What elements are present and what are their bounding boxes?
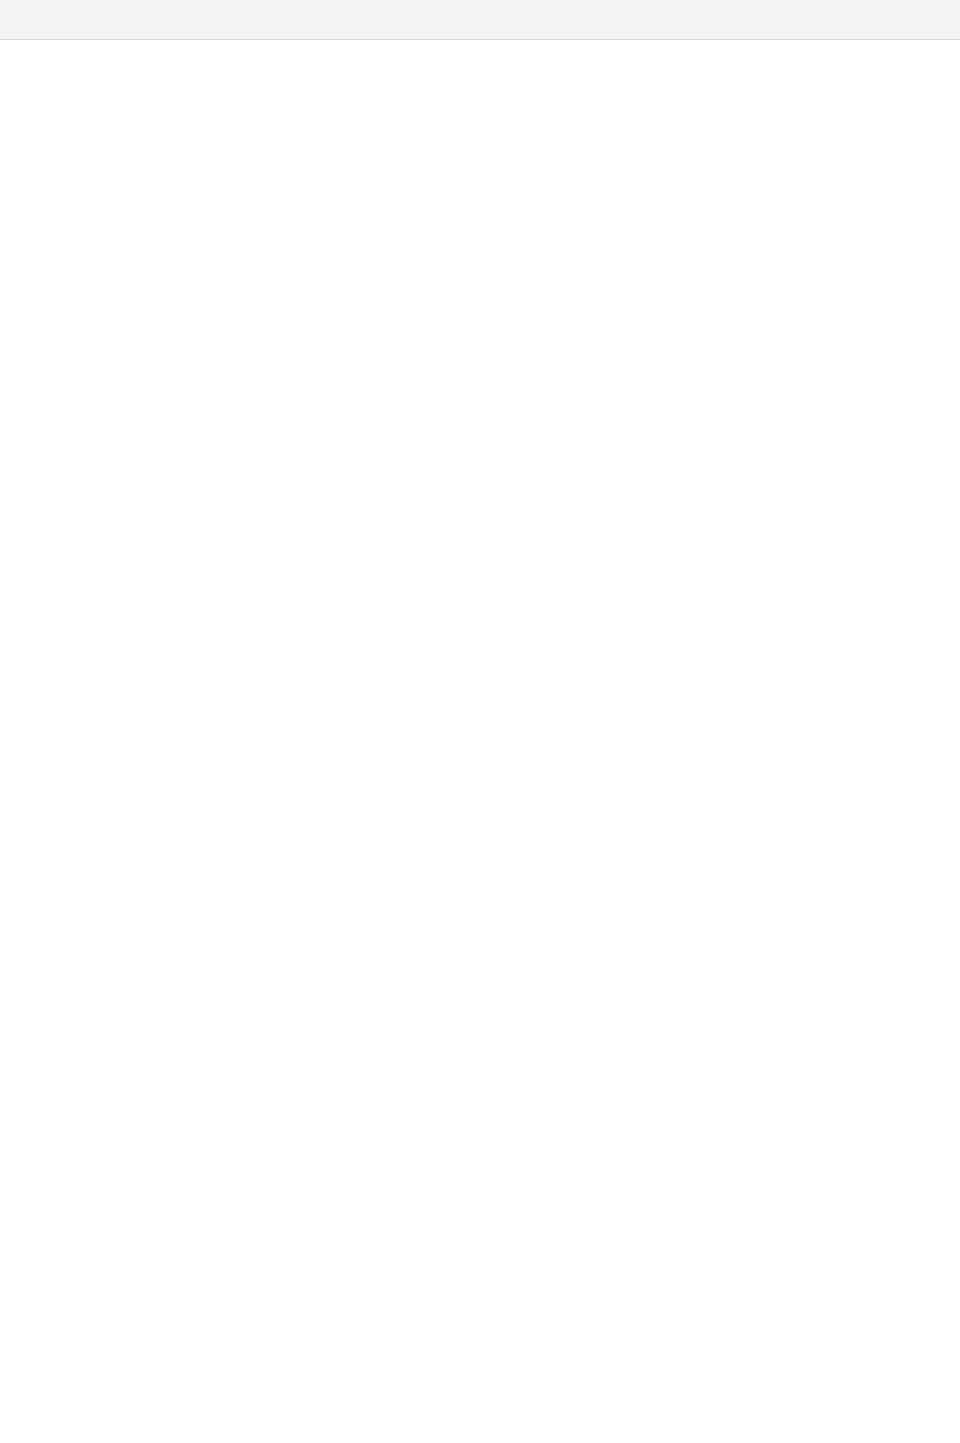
main-content [0, 40, 960, 1443]
title-bar [0, 0, 960, 40]
